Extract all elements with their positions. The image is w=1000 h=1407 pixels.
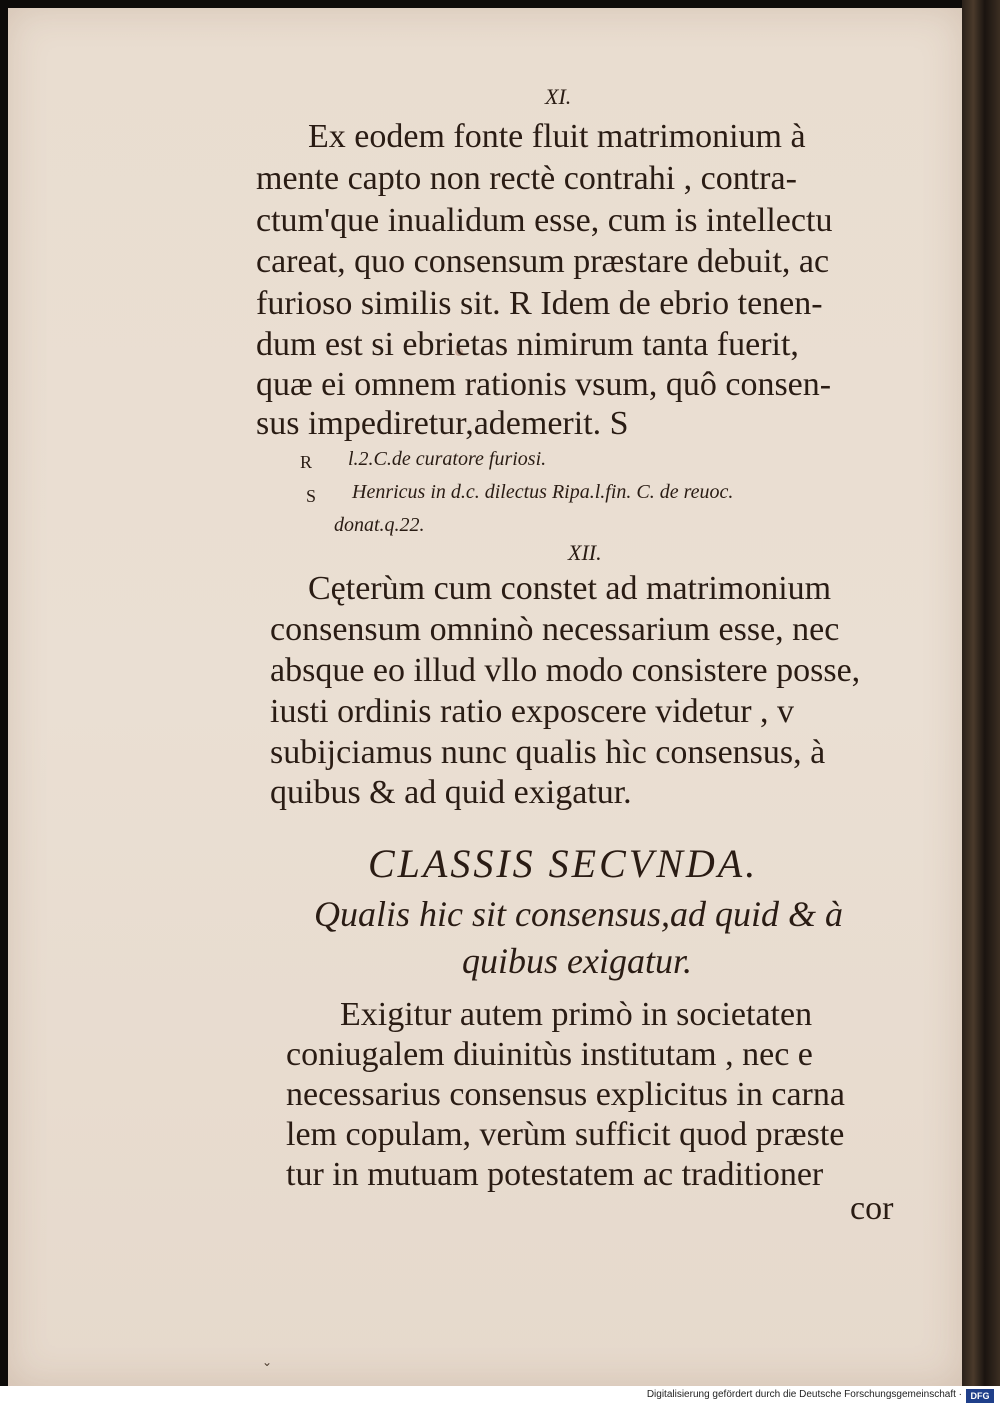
paragraph-line: necessarius consensus explicitus in carna — [286, 1076, 845, 1113]
paragraph-line: Exigitur autem primò in societaten — [340, 996, 813, 1033]
footnote-mark: R — [300, 452, 313, 472]
section-heading-xi: XI. — [545, 84, 572, 109]
paragraph-line: coniugalem diuinitùs institutam , nec e — [286, 1036, 813, 1073]
paragraph-line: consensum omninò necessarium esse, nec — [270, 611, 840, 648]
paragraph-line: quæ ei omnem rationis vsum, quô consen- — [256, 366, 832, 403]
dfg-logo-icon: DFG — [966, 1389, 994, 1403]
paragraph-line: quibus & ad quid exigatur. — [270, 774, 632, 811]
paragraph-line: ctum'que inualidum esse, cum is intellectu — [256, 202, 833, 239]
paragraph-line: sus impediretur,ademerit. S — [256, 405, 629, 442]
catchword: cor — [850, 1190, 894, 1227]
paragraph-line: furioso similis sit. R Idem de ebrio tenen- — [256, 285, 823, 322]
paragraph-line: lem copulam, verùm sufficit quod præste — [286, 1116, 845, 1153]
paragraph-line: tur in mutuam potestatem ac traditioner — [286, 1156, 824, 1193]
paragraph-line: Ex eodem fonte fluit matrimonium à — [308, 118, 806, 155]
paragraph-line: absque eo illud vllo modo consistere posse, — [270, 652, 861, 689]
paragraph-line: Cęterùm cum constet ad matrimonium — [308, 570, 832, 607]
footnote-text: l.2.C.de curatore furiosi. — [348, 448, 547, 470]
footnote-mark: S — [306, 486, 317, 506]
classis-subtitle-line: Qualis hic sit consensus,ad quid & à — [314, 894, 843, 934]
section-heading-xii: XII. — [568, 540, 602, 565]
paragraph-line: careat, quo consensum præstare debuit, ac — [256, 243, 830, 280]
paragraph-line: subijciamus nunc qualis hìc consensus, à — [270, 734, 826, 771]
classis-subtitle-line: quibus exigatur. — [462, 941, 692, 981]
paragraph-line: iusti ordinis ratio exposcere videtur , v — [270, 693, 795, 730]
paragraph-line: dum est si ebrietas nimirum tanta fuerit, — [256, 326, 799, 363]
classis-title: CLASSIS SECVNDA. — [368, 841, 759, 886]
footnote-text: Henricus in d.c. dilectus Ripa.l.fin. C. de reuoc. — [352, 481, 734, 503]
page-edge — [962, 0, 1000, 1388]
printer-mark: ⌄ — [262, 1355, 273, 1369]
footnote-text: donat.q.22. — [334, 514, 425, 536]
digitization-credit: Digitalisierung gefördert durch die Deutsche Forschungsgemeinschaft · — [646, 1389, 962, 1400]
paragraph-line: mente capto non rectè contrahi , contra- — [256, 160, 797, 197]
